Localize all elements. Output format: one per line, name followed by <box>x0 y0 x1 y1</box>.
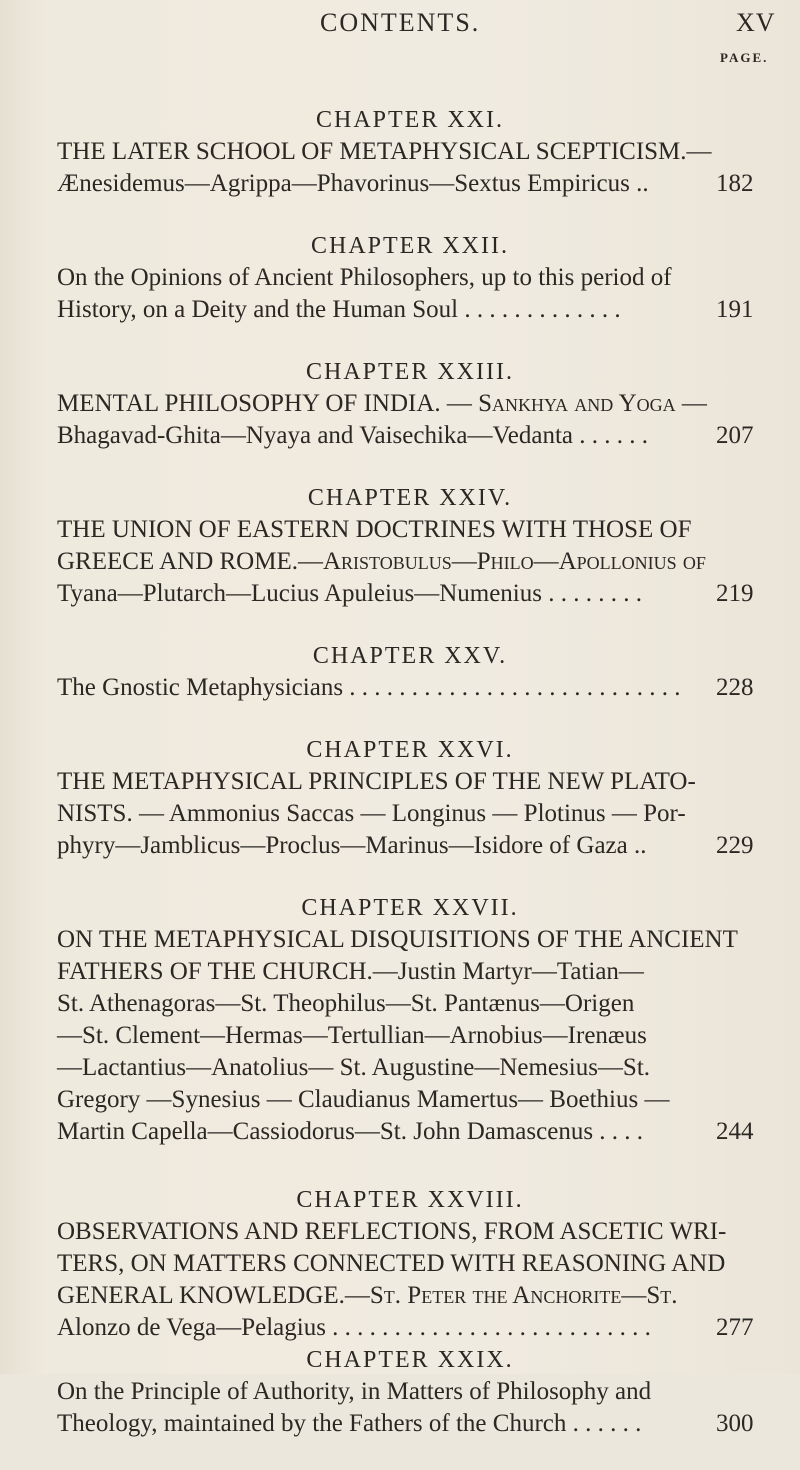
toc-line-text: TERS, ON MATTERS CONNECTED WITH REASONING AND <box>57 1250 726 1277</box>
chapter-block <box>0 734 800 862</box>
toc-line <box>0 830 800 862</box>
toc-line <box>0 988 800 1020</box>
toc-line-text: On the Principle of Authority, in Matters of Philosophy and <box>57 1378 652 1405</box>
chapter-heading: CHAPTER XXIII. <box>306 359 514 385</box>
toc-line <box>0 1408 800 1440</box>
chapter-block <box>0 892 800 1148</box>
chapter-block <box>0 104 800 200</box>
toc-line <box>0 578 800 610</box>
toc-line <box>0 956 800 988</box>
toc-line-text: St. Athenagoras—St. Theophilus—St. Pantænus—Origen <box>57 990 635 1017</box>
toc-line <box>0 546 800 578</box>
toc-line-text: Bhagavad-Ghita—Nyaya and Vaisechika—Vedanta . . . . . . <box>57 422 649 449</box>
toc-line <box>0 924 800 956</box>
chapter-heading: CHAPTER XXVIII. <box>296 1187 524 1213</box>
page-number: 182 <box>716 170 754 197</box>
toc-line-text: Tyana—Plutarch—Lucius Apuleius—Numenius . . . . . . . . <box>57 580 642 607</box>
page-number: 229 <box>716 832 754 859</box>
toc-line <box>0 672 800 704</box>
toc-line-text: MENTAL PHILOSOPHY OF INDIA. — Sankhya and Yoga — <box>57 390 707 417</box>
chapter-block <box>0 1344 800 1440</box>
chapter-heading: CHAPTER XXIV. <box>307 485 513 511</box>
toc-line <box>0 168 800 200</box>
toc-line <box>0 136 800 168</box>
chapter-heading: CHAPTER XXVII. <box>301 895 519 921</box>
toc-line <box>0 798 800 830</box>
toc-line-text: Gregory —Synesius — Claudianus Mamertus— Boethius — <box>57 1086 670 1113</box>
running-head <box>0 8 800 48</box>
toc-line-text: GENERAL KNOWLEDGE.—St. Peter the Anchorite—St. <box>57 1282 678 1309</box>
chapter-block <box>0 482 800 610</box>
toc-line-text: THE LATER SCHOOL OF METAPHYSICAL SCEPTICISM.— <box>57 138 712 165</box>
toc-line-text: On the Opinions of Ancient Philosophers, up to this period of <box>57 264 672 291</box>
toc-line <box>0 294 800 326</box>
toc-line-text: GREECE AND ROME.—Aristobulus—Philo—Apollonius of <box>57 548 706 575</box>
toc-line <box>0 1084 800 1116</box>
toc-line-text: THE METAPHYSICAL PRINCIPLES OF THE NEW PLATO- <box>57 768 696 795</box>
page-number: 277 <box>716 1314 754 1341</box>
page-number: 207 <box>716 422 754 449</box>
page-number: 300 <box>716 1410 754 1437</box>
chapter-heading: CHAPTER XXV. <box>312 643 508 669</box>
chapter-block <box>0 1184 800 1344</box>
page-number: 219 <box>716 580 754 607</box>
toc-line <box>0 1052 800 1084</box>
toc-line <box>0 1376 800 1408</box>
toc-line-text: History, on a Deity and the Human Soul . . . . . . . . . . . . . <box>57 296 621 323</box>
toc-line-text: phyry—Jamblicus—Proclus—Marinus—Isidore of Gaza .. <box>57 832 647 859</box>
page-number: 228 <box>716 674 754 701</box>
chapter-block <box>0 640 800 704</box>
toc-line-text: Martin Capella—Cassiodorus—St. John Damascenus . . . . <box>57 1118 644 1145</box>
toc-line <box>0 1280 800 1312</box>
page-column-label: PAGE. <box>720 50 769 65</box>
toc-line-text: Theology, maintained by the Fathers of the Church . . . . . . <box>57 1410 642 1437</box>
toc-line-text: FATHERS OF THE CHURCH.—Justin Martyr—Tatian— <box>57 958 644 985</box>
running-title: CONTENTS. <box>320 8 481 37</box>
toc-line-text: OBSERVATIONS AND REFLECTIONS, FROM ASCETIC WRI- <box>57 1218 727 1245</box>
toc-line <box>0 1216 800 1248</box>
toc-line-text: —Lactantius—Anatolius— St. Augustine—Nemesius—St. <box>57 1054 651 1081</box>
toc-body <box>0 104 800 1470</box>
page-number: 191 <box>716 296 754 323</box>
toc-line-text: ON THE METAPHYSICAL DISQUISITIONS OF THE ANCIENT <box>57 926 738 953</box>
toc-line <box>0 388 800 420</box>
toc-line <box>0 1312 800 1344</box>
toc-line-text: —St. Clement—Hermas—Tertullian—Arnobius—Irenæus <box>57 1022 647 1049</box>
page-number: 244 <box>716 1118 754 1145</box>
toc-line <box>0 420 800 452</box>
toc-line-text: Ænesidemus—Agrippa—Phavorinus—Sextus Empiricus .. <box>57 170 649 197</box>
chapter-heading: CHAPTER XXIX. <box>306 1347 514 1373</box>
toc-line-text: The Gnostic Metaphysicians . . . . . . . . . . . . . . . . . . . . . . . . . . . <box>57 674 681 701</box>
page-roman-numeral: XV <box>736 8 776 37</box>
toc-line-text: Alonzo de Vega—Pelagius . . . . . . . . . . . . . . . . . . . . . . . . . . <box>57 1314 651 1341</box>
toc-line <box>0 1116 800 1148</box>
toc-line <box>0 766 800 798</box>
toc-line <box>0 514 800 546</box>
chapter-block <box>0 230 800 326</box>
toc-line-text: THE UNION OF EASTERN DOCTRINES WITH THOSE OF <box>57 516 692 543</box>
toc-line <box>0 262 800 294</box>
toc-line <box>0 1020 800 1052</box>
chapter-heading: CHAPTER XXII. <box>311 233 509 259</box>
toc-line-text: NISTS. — Ammonius Saccas — Longinus — Plotinus — Por- <box>57 800 686 827</box>
chapter-heading: CHAPTER XXVI. <box>306 737 514 763</box>
chapter-heading: CHAPTER XXI. <box>315 107 504 133</box>
toc-line <box>0 1248 800 1280</box>
chapter-block <box>0 356 800 452</box>
